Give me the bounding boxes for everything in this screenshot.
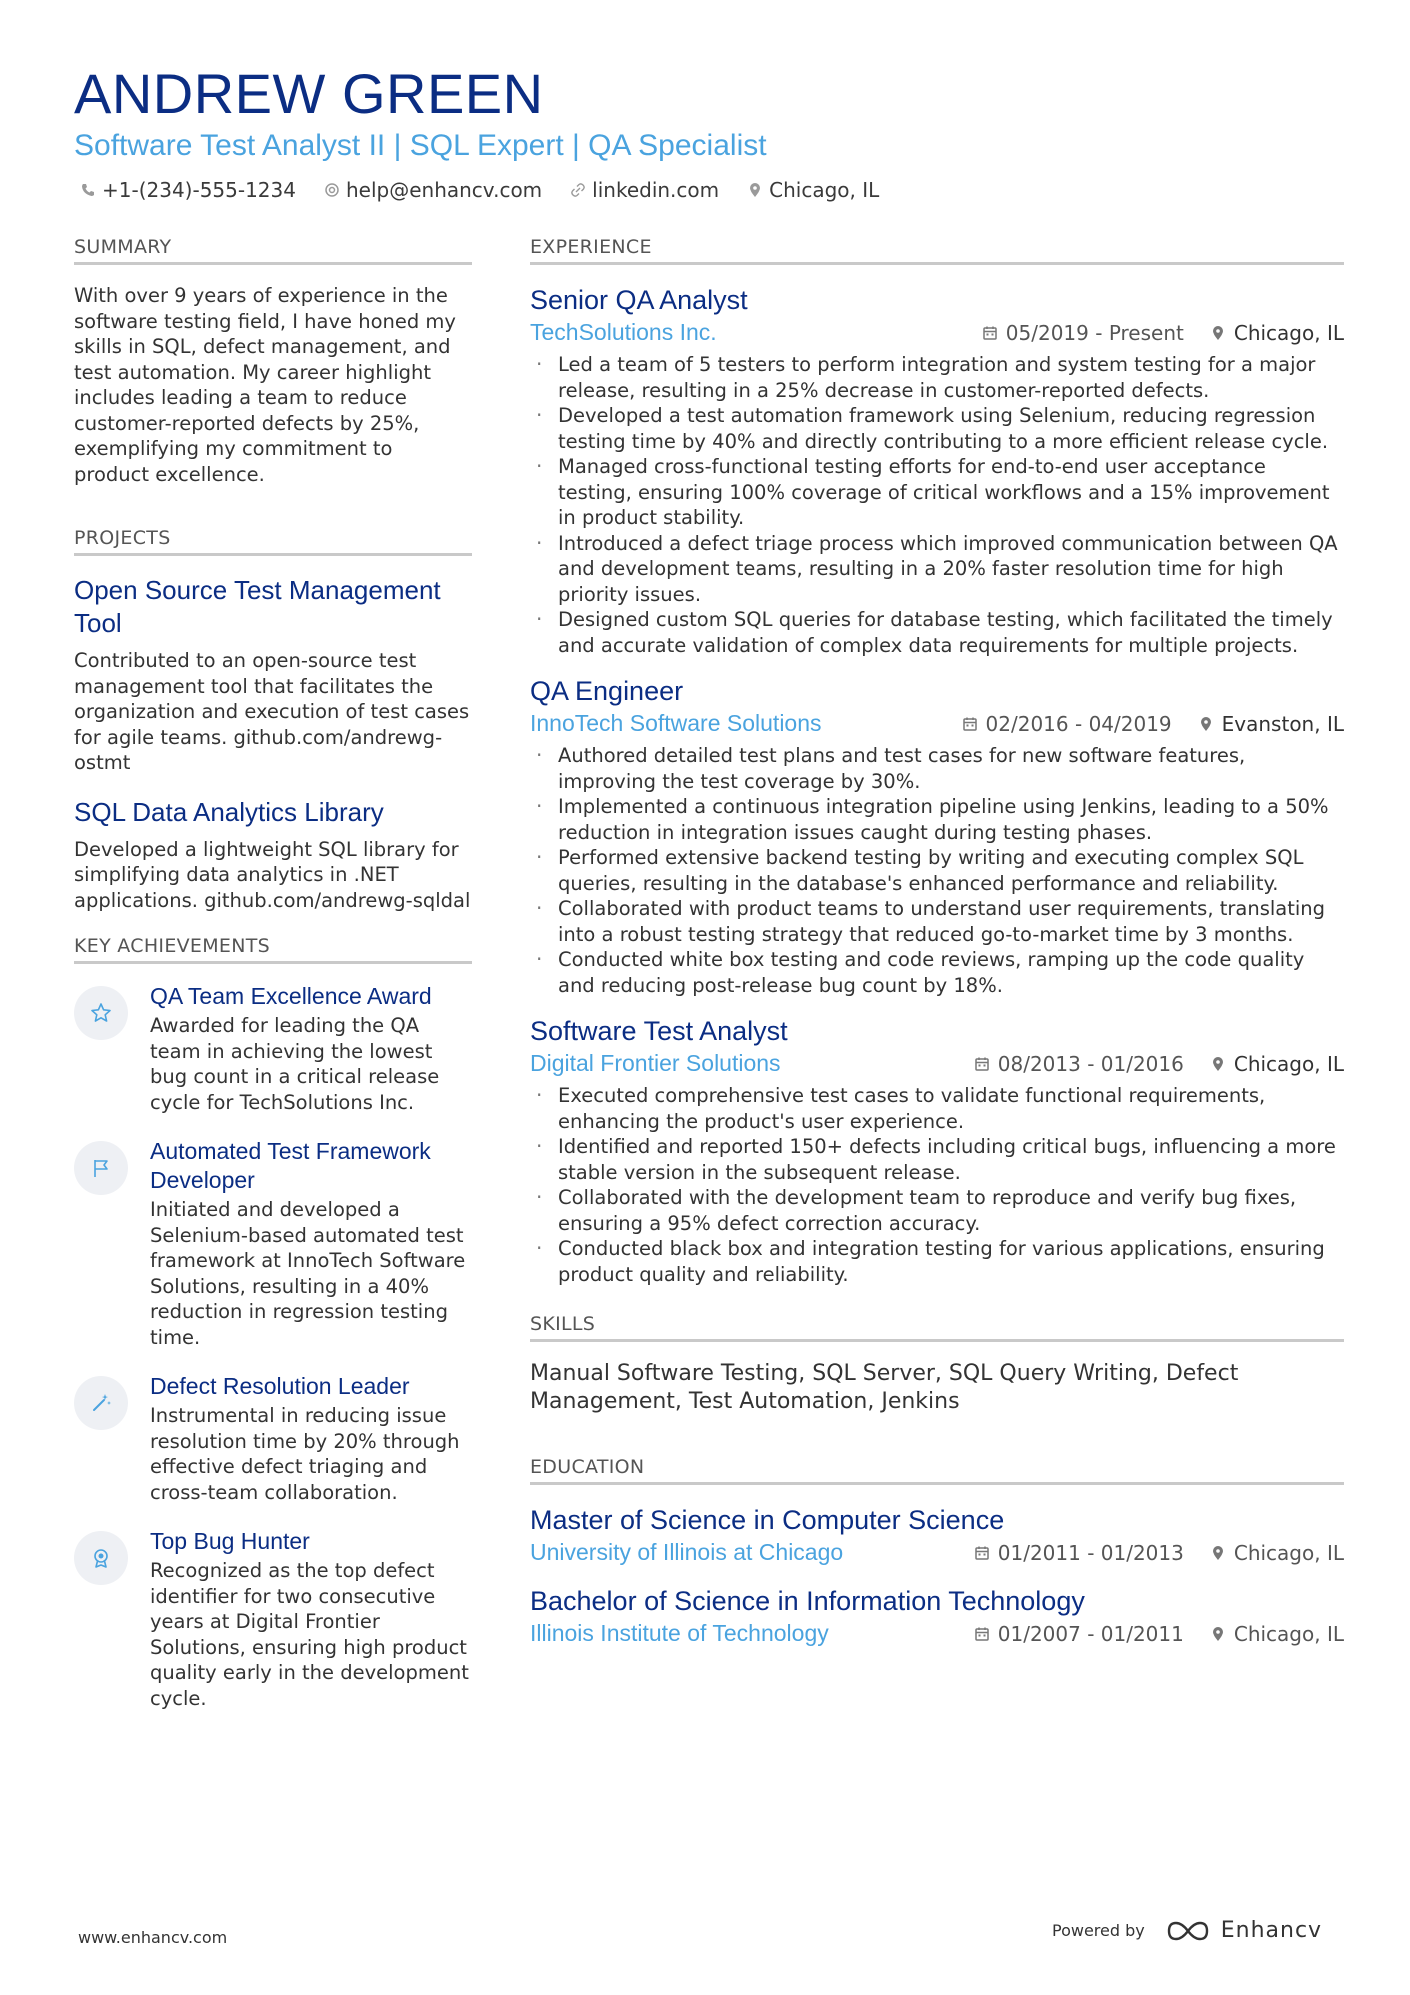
education-section <box>530 1456 1344 1647</box>
project-title: Open Source Test Management Tool <box>74 575 441 638</box>
education-dates <box>974 1541 1184 1565</box>
achievements-section <box>74 935 472 1711</box>
location-pin-icon <box>1210 325 1226 341</box>
job-title: QA Engineer <box>530 676 684 706</box>
summary-heading: SUMMARY <box>74 236 472 265</box>
summary-section <box>74 236 472 487</box>
education-location-text: Chicago, IL <box>1233 1540 1344 1565</box>
job-location <box>1210 1052 1344 1076</box>
achievement-title: Defect Resolution Leader <box>150 1373 410 1399</box>
achievement-item <box>74 1137 472 1350</box>
right-column <box>530 236 1344 1665</box>
job-title: Software Test Analyst <box>530 1016 788 1046</box>
brand-name: Enhancv <box>1220 1918 1323 1943</box>
project-item <box>74 796 472 914</box>
job-location-text: Chicago, IL <box>1233 1051 1344 1076</box>
contact-location <box>747 178 879 202</box>
bullet-item: · Collaborated with product teams to understand user requirements, translating into a robust testing strategy that reduced go-to-market time by 3 months. <box>530 896 1344 947</box>
phone-text: +1-(234)-555-1234 <box>102 178 296 202</box>
bullet-item: · Implemented a continuous integration pipeline using Jenkins, leading to a 50% reduction in integration issues caught during testing phases. <box>530 794 1344 845</box>
job-location <box>1198 712 1344 736</box>
wand-icon <box>74 1376 128 1430</box>
job-entry <box>530 1014 1344 1287</box>
job-dates <box>962 712 1172 736</box>
bullet-item: · Led a team of 5 testers to perform integration and system testing for a major release, resulting in a 25% decrease in customer-reported defects. <box>530 352 1344 403</box>
education-dates-text: 01/2007 - 01/2011 <box>997 1621 1184 1646</box>
summary-text: With over 9 years of experience in the software testing field, I have honed my skills in SQL, defect management, and test automation. My career highlight includes leading a team to reduce customer-reported defects by 25%, exemplifying my commitment to product excellence. <box>74 284 456 486</box>
bullet-item: · Authored detailed test plans and test cases for new software features, improving the test coverage by 30%. <box>530 743 1344 794</box>
headline: Software Test Analyst II | SQL Expert | QA Specialist <box>74 129 767 162</box>
powered-by-label: Powered by <box>1052 1921 1145 1940</box>
achievement-description: Awarded for leading the QA team in achieving the lowest bug count in a critical release cycle for TechSolutions Inc. <box>150 1014 440 1114</box>
projects-section <box>74 527 472 913</box>
project-description: Contributed to an open-source test management tool that facilitates the organization and execution of test cases for agile teams. github.com/andrewg-ostmt <box>74 649 470 774</box>
bullet-item: · Executed comprehensive test cases to validate functional requirements, enhancing the product's user experience. <box>530 1083 1344 1134</box>
education-dates-text: 01/2011 - 01/2013 <box>997 1540 1184 1565</box>
calendar-icon <box>974 1545 990 1561</box>
bullet-item: · Developed a test automation framework using Selenium, reducing regression testing time by 40% and directly contributing to a more efficient release cycle. <box>530 403 1344 454</box>
candidate-name: ANDREW GREEN <box>74 62 544 125</box>
projects-heading: PROJECTS <box>74 527 472 556</box>
job-dates-text: 05/2019 - Present <box>1005 320 1184 345</box>
achievement-title: Automated Test Framework Developer <box>150 1138 431 1193</box>
degree-title: Master of Science in Computer Science <box>530 1505 1005 1535</box>
calendar-icon <box>974 1056 990 1072</box>
job-entry <box>530 674 1344 998</box>
job-dates-text: 02/2016 - 04/2019 <box>985 711 1172 736</box>
phone-icon <box>80 182 96 198</box>
job-entry <box>530 283 1344 658</box>
footer-website[interactable]: www.enhancv.com <box>78 1928 228 1947</box>
location-pin-icon <box>1210 1056 1226 1072</box>
bullet-item: · Designed custom SQL queries for database testing, which facilitated the timely and accurate validation of complex data requirements for multiple projects. <box>530 607 1344 658</box>
linkedin-text: linkedin.com <box>592 178 720 202</box>
email-text: help@enhancv.com <box>345 178 543 202</box>
company-name: TechSolutions Inc. <box>530 319 717 345</box>
location-pin-icon <box>747 182 763 198</box>
school-name: University of Illinois at Chicago <box>530 1539 844 1565</box>
job-location-text: Chicago, IL <box>1233 320 1344 345</box>
company-name: Digital Frontier Solutions <box>530 1050 781 1076</box>
achievement-item <box>74 1527 472 1711</box>
skills-list: Manual Software Testing, SQL Server, SQL Query Writing, Defect Management, Test Automation, Jenkins <box>530 1361 1239 1414</box>
job-title: Senior QA Analyst <box>530 285 748 315</box>
job-dates <box>974 1052 1184 1076</box>
bullet-item: · Introduced a defect triage process which improved communication between QA and development teams, resulting in a 20% faster resolution time for high priority issues. <box>530 531 1344 608</box>
achievements-heading: KEY ACHIEVEMENTS <box>74 935 472 964</box>
flag-icon <box>74 1141 128 1195</box>
achievement-item <box>74 1372 472 1505</box>
job-bullets <box>530 1083 1344 1287</box>
contact-linkedin[interactable] <box>570 178 719 202</box>
achievement-description: Initiated and developed a Selenium-based automated test framework at InnoTech Software Solutions, resulting in a 40% reduction in regression testing time. <box>150 1198 466 1349</box>
experience-heading: EXPERIENCE <box>530 236 1344 265</box>
project-item <box>74 574 472 776</box>
bullet-item: · Conducted white box testing and code reviews, ramping up the code quality and reducing post-release bug count by 18%. <box>530 947 1344 998</box>
bullet-item: · Identified and reported 150+ defects including critical bugs, influencing a more stable version in the subsequent release. <box>530 1134 1344 1185</box>
contact-email[interactable] <box>324 178 542 202</box>
bullet-item: · Managed cross-functional testing efforts for end-to-end user acceptance testing, ensuring 100% coverage of critical workflows and a 15% improvement in product stability. <box>530 454 1344 531</box>
education-location <box>1210 1622 1344 1646</box>
calendar-icon <box>962 716 978 732</box>
location-pin-icon <box>1210 1626 1226 1642</box>
achievement-description: Instrumental in reducing issue resolution time by 20% through effective defect triaging and cross-team collaboration. <box>150 1404 460 1504</box>
left-column <box>74 236 472 1733</box>
achievement-description: Recognized as the top defect identifier for two consecutive years at Digital Frontier Solutions, ensuring high product quality early in the development cycle. <box>150 1559 469 1710</box>
calendar-icon <box>974 1626 990 1642</box>
job-dates <box>982 321 1184 345</box>
school-name: Illinois Institute of Technology <box>530 1620 829 1646</box>
calendar-icon <box>982 325 998 341</box>
job-dates-text: 08/2013 - 01/2016 <box>997 1051 1184 1076</box>
bullet-item: · Conducted black box and integration testing for various applications, ensuring product quality and reliability. <box>530 1236 1344 1287</box>
bullet-item: · Performed extensive backend testing by writing and executing complex SQL queries, resulting in the database's enhanced performance and reliability. <box>530 845 1344 896</box>
education-location <box>1210 1541 1344 1565</box>
contact-bar <box>80 178 879 202</box>
at-icon <box>324 182 340 198</box>
location-pin-icon <box>1198 716 1214 732</box>
education-entry <box>530 1503 1344 1566</box>
experience-section <box>530 236 1344 1287</box>
achievement-title: Top Bug Hunter <box>150 1528 310 1554</box>
education-dates <box>974 1622 1184 1646</box>
degree-title: Bachelor of Science in Information Technology <box>530 1586 1085 1616</box>
location-pin-icon <box>1210 1545 1226 1561</box>
job-location-text: Evanston, IL <box>1221 711 1344 736</box>
brand-logo[interactable] <box>1165 1918 1322 1943</box>
footer-branding <box>1052 1918 1322 1943</box>
skills-heading: SKILLS <box>530 1313 1344 1342</box>
link-icon <box>570 182 586 198</box>
job-bullets <box>530 352 1344 658</box>
company-name: InnoTech Software Solutions <box>530 710 822 736</box>
bullet-item: · Collaborated with the development team to reproduce and verify bug fixes, ensuring a 95% defect correction accuracy. <box>530 1185 1344 1236</box>
location-text: Chicago, IL <box>769 178 880 202</box>
contact-phone[interactable] <box>80 178 296 202</box>
job-bullets <box>530 743 1344 998</box>
project-description: Developed a lightweight SQL library for simplifying data analytics in .NET applications. github.com/andrewg-sqldal <box>74 837 471 912</box>
skills-section <box>530 1313 1344 1416</box>
star-icon <box>74 986 128 1040</box>
project-title: SQL Data Analytics Library <box>74 796 384 827</box>
enhancv-logo-icon <box>1165 1920 1211 1942</box>
job-location <box>1210 321 1344 345</box>
achievement-title: QA Team Excellence Award <box>150 983 432 1009</box>
achievement-item <box>74 982 472 1115</box>
education-entry <box>530 1584 1344 1647</box>
education-location-text: Chicago, IL <box>1233 1621 1344 1646</box>
medal-icon <box>74 1531 128 1585</box>
education-heading: EDUCATION <box>530 1456 1344 1485</box>
